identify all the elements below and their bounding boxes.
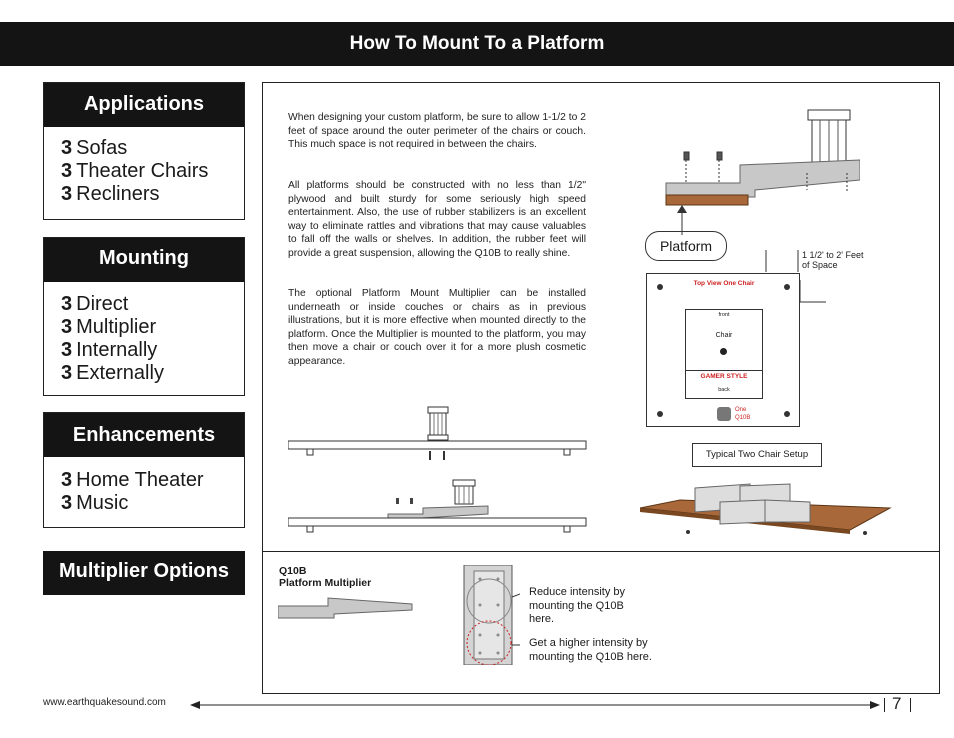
multiplier-options-box [43,551,245,595]
top-view-diagram [646,273,800,427]
two-chair-caption: Typical Two Chair Setup [692,443,822,467]
platform-label: Platform [645,231,727,261]
corner-dot [784,411,790,417]
q10b-icon [717,407,731,421]
center-dot [720,348,727,355]
platform-side-view-2 [288,478,588,533]
list-item: 3 Multiplier [61,316,157,338]
back-label: back [718,387,730,393]
list-item: 3 Direct [61,293,129,315]
top-view-title: Top View One Chair [693,280,755,287]
one-label: One [735,407,747,413]
corner-dot [657,411,663,417]
footer-url: www.earthquakesound.com [43,697,166,708]
corner-dot [784,284,790,290]
gamer-style-band [686,370,762,399]
chair-outline [685,309,763,399]
list-item: 3 Theater Chairs [61,160,209,182]
mounting-box [43,237,245,396]
two-chair-platform-illustration [640,478,900,540]
front-label: front [718,312,730,318]
list-item: 3 Music [61,492,129,514]
reduce-intensity-note: Reduce intensity by mounting the Q10B here. [529,586,625,625]
side-view-illustration [660,105,860,215]
page-number-bar-right [910,698,911,712]
applications-heading: Applications [44,83,244,127]
enhancements-box [43,412,245,528]
page-number-bar-left [884,698,885,712]
corner-dot [657,284,663,290]
body-paragraph-3: The optional Platform Mount Multiplier can be installed underneath or inside couches or chairs as in previous illustrations, but it is more effective when mounted directly to the platform. Once the Multiplier is mounted to the platform, you may then move a chair or couch over it for a more plush cosmetic appearance. [288,288,586,367]
list-item: 3 Externally [61,362,164,384]
applications-box [43,82,245,220]
q10b-small-label: Q10B [735,415,751,421]
body-paragraph-2: All platforms should be constructed with no less than 1/2" plywood and built sturdy for some seriously high speed entertainment. Also, the use of rubber stabilizers is an excellent way to eliminate rattles and vibrations that may cause valuables to fall off the walls or shelves. In addition, the rubber feet will provide a great suspension, allowing the Q10B to really shine. [288,180,586,259]
multiplier-options-heading: Multiplier Options [43,551,245,595]
body-paragraph-1: When designing your custom platform, be sure to allow 1-1/2 to 2 feet of space around the outer perimeter of the chairs or couch. This much space is not required in between the chairs. [288,112,586,150]
page-number: 7 [892,694,902,713]
mounting-heading: Mounting [44,238,244,282]
space-label-line2: of Space [802,260,838,270]
list-item: 3 Recliners [61,183,160,205]
section-divider [262,551,940,552]
platform-side-view-1 [288,405,588,460]
enhancements-heading: Enhancements [44,413,244,457]
list-item: 3 Home Theater [61,469,204,491]
chair-frame-top-view [460,565,520,665]
multiplier-model: Q10B [279,565,307,577]
higher-intensity-note: Get a higher intensity by mounting the Q10B here. [529,637,652,663]
gamer-style-label: GAMER STYLE [700,373,748,380]
list-item: 3 Internally [61,339,158,361]
multiplier-wedge-illustration [278,596,414,620]
platform-pointer [660,205,690,235]
footer-arrow-line [190,699,880,711]
list-item: 3 Sofas [61,137,128,159]
page-title-banner: How To Mount To a Platform [0,22,954,66]
space-label-line1: 1 1/2' to 2' Feet [802,250,864,260]
chair-label: Chair [715,332,733,339]
multiplier-name: Platform Multiplier [279,577,372,589]
